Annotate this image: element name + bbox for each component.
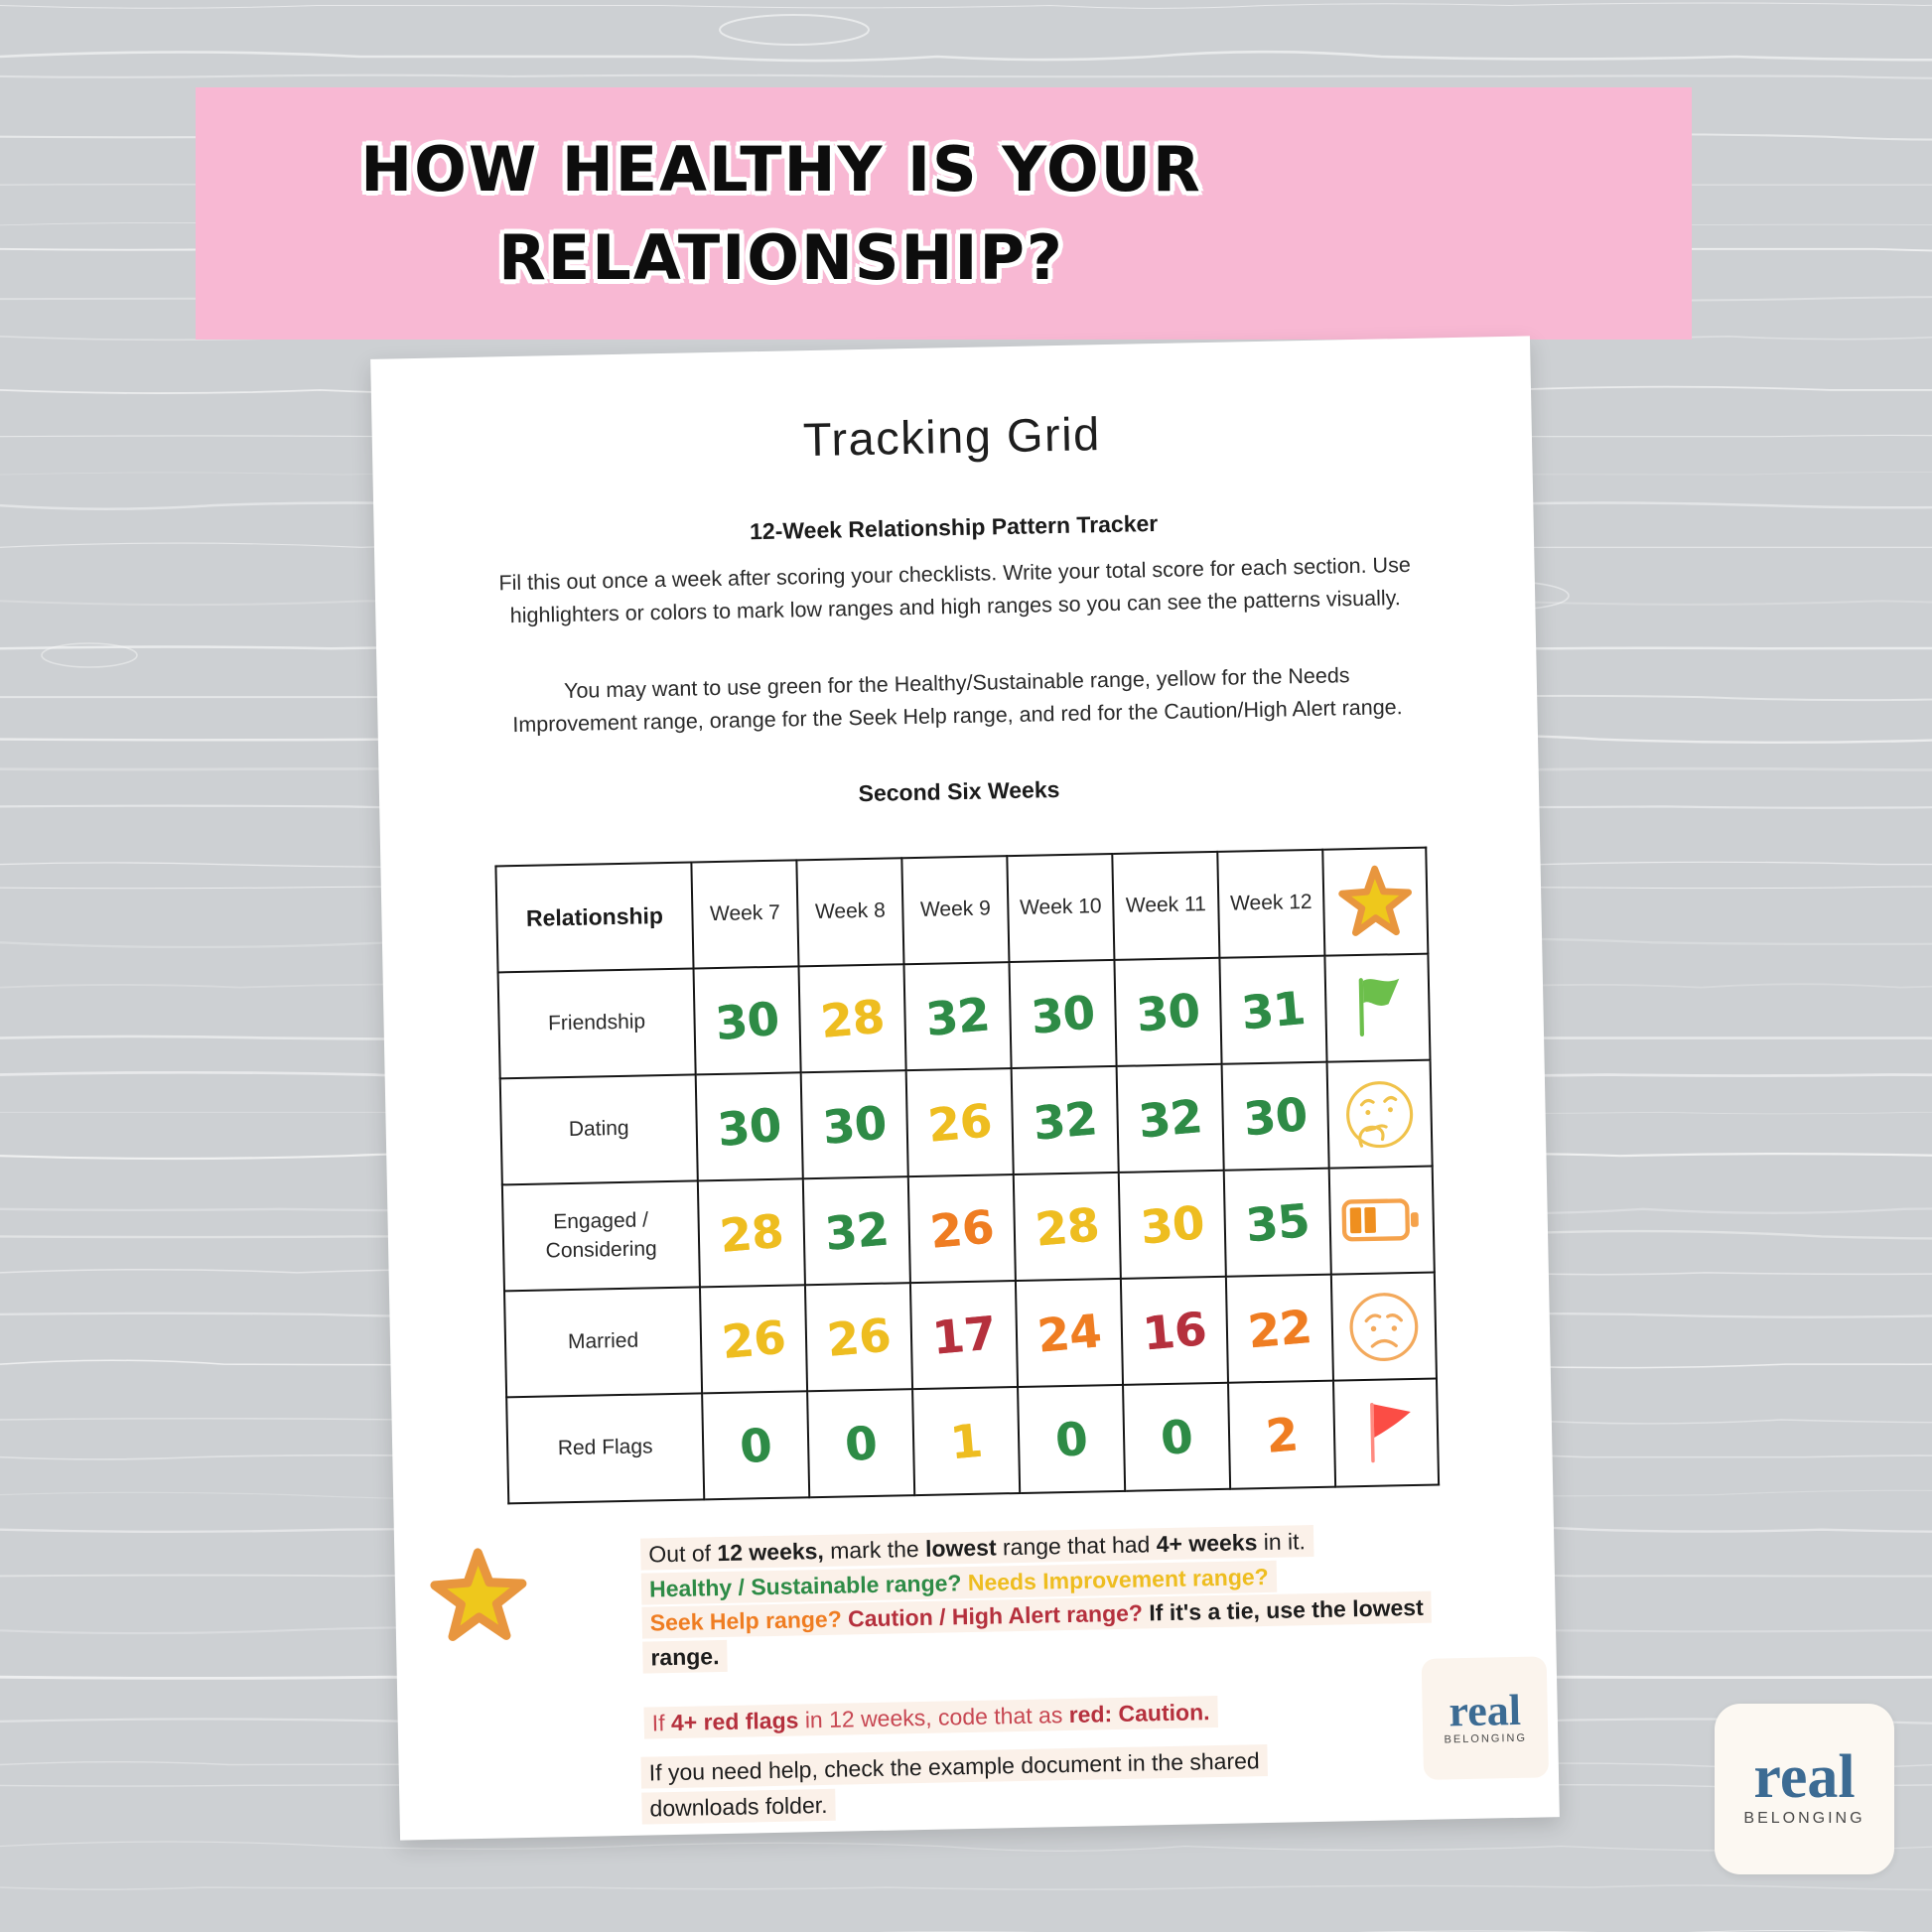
relationship-header: Relationship: [495, 862, 693, 972]
score-cell: 28: [698, 1178, 805, 1287]
score-cell: 24: [1016, 1279, 1123, 1387]
brand-tagline: BELONGING: [1444, 1732, 1528, 1746]
star-note: [640, 1521, 1449, 1674]
row-label: Friendship: [498, 968, 696, 1078]
score-cell: 16: [1121, 1277, 1228, 1385]
help-note: [640, 1743, 1285, 1827]
page-title-line1: HOW HEALTHY IS YOUR: [360, 133, 1202, 206]
red-flag-note-text: If 4+ red flags in 12 weeks, code that as red: Caution.: [643, 1696, 1217, 1739]
row-label: Married: [504, 1287, 702, 1397]
table-row: [500, 1060, 1433, 1185]
worksheet-title: Tracking Grid: [802, 407, 1102, 467]
corner-brand-logo: [1715, 1704, 1894, 1874]
score-cell: 28: [799, 964, 906, 1072]
score-cell: 28: [1014, 1173, 1121, 1281]
score-cell: 0: [702, 1391, 809, 1499]
title-banner: [196, 87, 1692, 340]
table-row: [506, 1379, 1439, 1504]
score-cell: 30: [1009, 960, 1116, 1068]
page-title-line2: RELATIONSHIP?: [498, 221, 1064, 294]
week-header-11: Week 11: [1112, 852, 1219, 960]
score-cell: 26: [700, 1285, 807, 1393]
brand-tagline: BELONGING: [1743, 1810, 1865, 1828]
worksheet-subtitle: 12-Week Relationship Pattern Tracker: [749, 509, 1159, 545]
star-icon: [1322, 848, 1428, 956]
paper-brand-logo: [1422, 1656, 1549, 1780]
table-row: [498, 954, 1431, 1079]
brand-name: real: [1753, 1742, 1856, 1811]
score-cell: 30: [694, 966, 801, 1074]
thinking-face-icon: [1327, 1060, 1433, 1169]
score-cell: 26: [906, 1068, 1014, 1176]
score-cell: 0: [1123, 1383, 1230, 1491]
score-cell: 35: [1224, 1169, 1331, 1277]
score-cell: 31: [1219, 956, 1326, 1064]
score-cell: 1: [912, 1387, 1020, 1495]
week-header-8: Week 8: [796, 858, 903, 966]
brand-name: real: [1448, 1685, 1522, 1736]
score-cell: 30: [1119, 1171, 1226, 1279]
score-cell: 32: [1012, 1066, 1119, 1174]
red-flag-icon: [1333, 1379, 1439, 1487]
score-cell: 32: [803, 1176, 910, 1285]
tracking-table: [494, 847, 1440, 1505]
week-header-12: Week 12: [1217, 850, 1324, 958]
table-header-row: [495, 848, 1428, 973]
week-header-9: Week 9: [901, 856, 1009, 964]
red-flag-note: [643, 1691, 1399, 1740]
worksheet-paper: [370, 336, 1560, 1840]
help-note-text: If you need help, check the example document in the shared downloads folder.: [640, 1744, 1268, 1824]
score-cell: 26: [805, 1283, 912, 1391]
score-cell: 26: [908, 1174, 1016, 1283]
row-label: Dating: [500, 1074, 698, 1184]
low-battery-icon: [1329, 1167, 1435, 1275]
star-icon: [428, 1546, 529, 1652]
section-label: Second Six Weeks: [858, 776, 1060, 807]
score-cell: 0: [807, 1389, 914, 1497]
score-cell: 2: [1228, 1381, 1335, 1489]
table-row: [504, 1273, 1437, 1398]
score-cell: 30: [801, 1070, 908, 1178]
table-row: [502, 1167, 1435, 1292]
intro-paragraph-2: You may want to use green for the Healthy/Sustainable range, yellow for the Needs Improvement range, orange for the Seek Help range, and red for the Caution/High Alert range.: [512, 663, 1403, 738]
score-cell: 30: [1114, 958, 1221, 1066]
week-header-7: Week 7: [691, 860, 798, 968]
score-cell: 30: [1222, 1062, 1329, 1171]
score-cell: 22: [1226, 1275, 1333, 1383]
score-cell: 32: [903, 962, 1011, 1070]
score-cell: 32: [1117, 1064, 1224, 1173]
intro-paragraph-1: Fil this out once a week after scoring your checklists. Write your total score for each section. Use highlighters or colors to mark low ranges and high ranges so you can see the patterns visually.: [498, 552, 1412, 628]
green-flag-icon: [1324, 954, 1430, 1062]
title-banner-inner: [196, 87, 1367, 340]
row-label: Engaged / Considering: [502, 1180, 700, 1291]
score-cell: 30: [696, 1072, 803, 1180]
star-note-text: Out of 12 weeks, mark the lowest range that had 4+ weeks in it. Healthy / Sustainable range? Needs Improvement range? Seek Help range? Caution / High Alert range? If it's a tie, use the lowest range.: [640, 1525, 1432, 1673]
score-cell: 17: [910, 1281, 1018, 1389]
score-cell: 0: [1018, 1385, 1125, 1493]
week-header-10: Week 10: [1007, 854, 1114, 962]
row-label: Red Flags: [506, 1393, 704, 1503]
worried-face-icon: [1331, 1273, 1437, 1381]
